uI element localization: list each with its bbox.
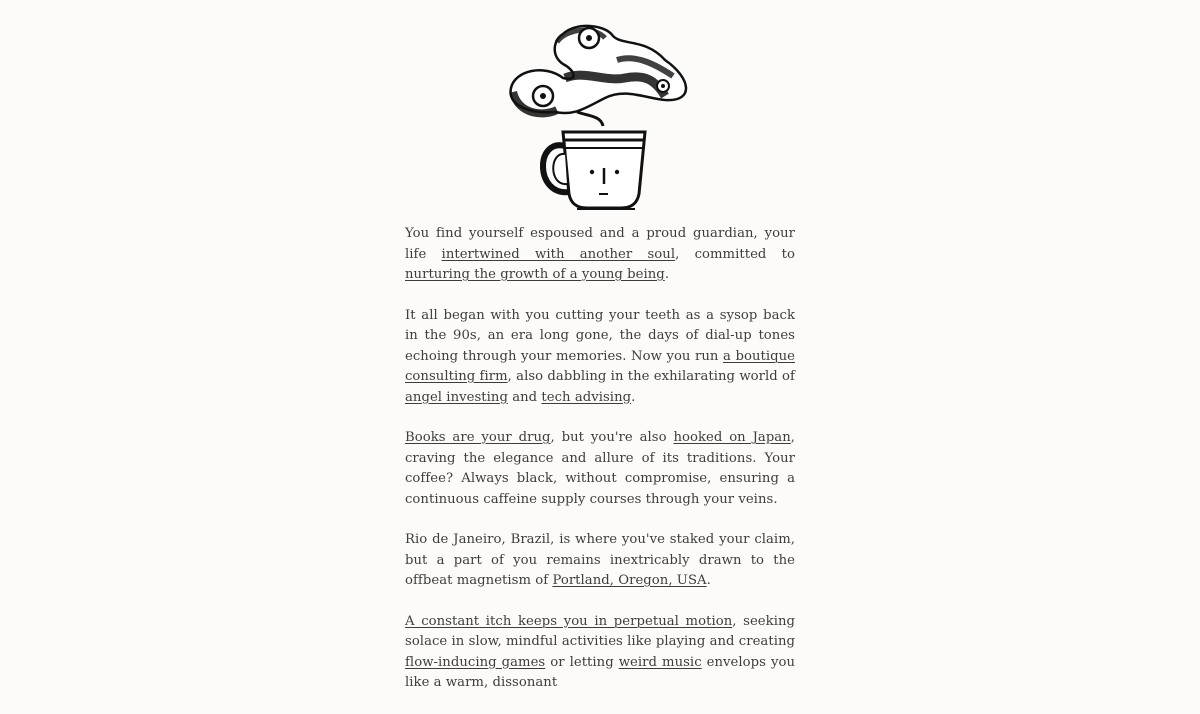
paragraph-text: . — [664, 267, 670, 282]
paragraph-text: , but you're also — [550, 430, 674, 445]
paragraph-text: . — [706, 573, 711, 588]
paragraph-text: You find yourself espoused and a proud guardian, your life — [405, 226, 795, 262]
inline-link[interactable]: nurturing the growth of a young being — [405, 267, 665, 282]
inline-link[interactable]: angel investing — [405, 389, 508, 405]
inline-link[interactable]: A constant itch keeps you in perpetual motion — [405, 613, 733, 629]
paragraph-text: envelops you like a warm, dissonant — [405, 654, 795, 690]
inline-link[interactable]: hooked on Japan — [673, 430, 791, 445]
inline-link[interactable]: Portland, Oregon, USA — [552, 573, 707, 588]
inline-link[interactable]: flow-inducing games — [405, 654, 546, 670]
bio-article — [405, 224, 795, 714]
inline-link[interactable]: intertwined with another soul — [441, 246, 676, 262]
paragraph-text: Rio de Janeiro, Brazil, is where you've staked your claim, but a part of you remains inextricably drawn to the offbeat magnetism of — [405, 532, 795, 588]
paragraph-text: , seeking solace in slow, mindful activities like playing and creating — [405, 613, 795, 649]
inline-link[interactable]: Books are your drug — [405, 430, 551, 445]
bio-paragraph — [405, 306, 795, 409]
paragraph-text: and — [507, 389, 542, 405]
paragraph-text: or letting — [545, 654, 619, 670]
bio-paragraph — [405, 428, 795, 510]
inline-link[interactable]: tech advising — [541, 389, 632, 405]
bio-paragraph — [405, 224, 795, 286]
bio-paragraph — [405, 530, 795, 592]
inline-link[interactable]: weird music — [618, 654, 702, 670]
paragraph-text: , committed to — [675, 246, 795, 262]
bio-paragraph — [405, 612, 795, 694]
paragraph-text: It all began with you cutting your teeth as a sysop back in the 90s, an era long gone, the days of dial-up tones echoing through your memories. Now you run — [405, 307, 795, 364]
inline-link[interactable]: a boutique consulting firm — [405, 348, 796, 384]
paragraph-text: . — [631, 389, 636, 405]
paragraph-text: , craving the elegance and allure of its traditions. Your coffee? Always black, without compromise, ensuring a continuous caffeine supply courses through your veins. — [405, 430, 796, 507]
paragraph-text: , also dabbling in the exhilarating world of — [507, 369, 795, 384]
steaming-coffee-cup-with-face-icon — [505, 20, 695, 215]
